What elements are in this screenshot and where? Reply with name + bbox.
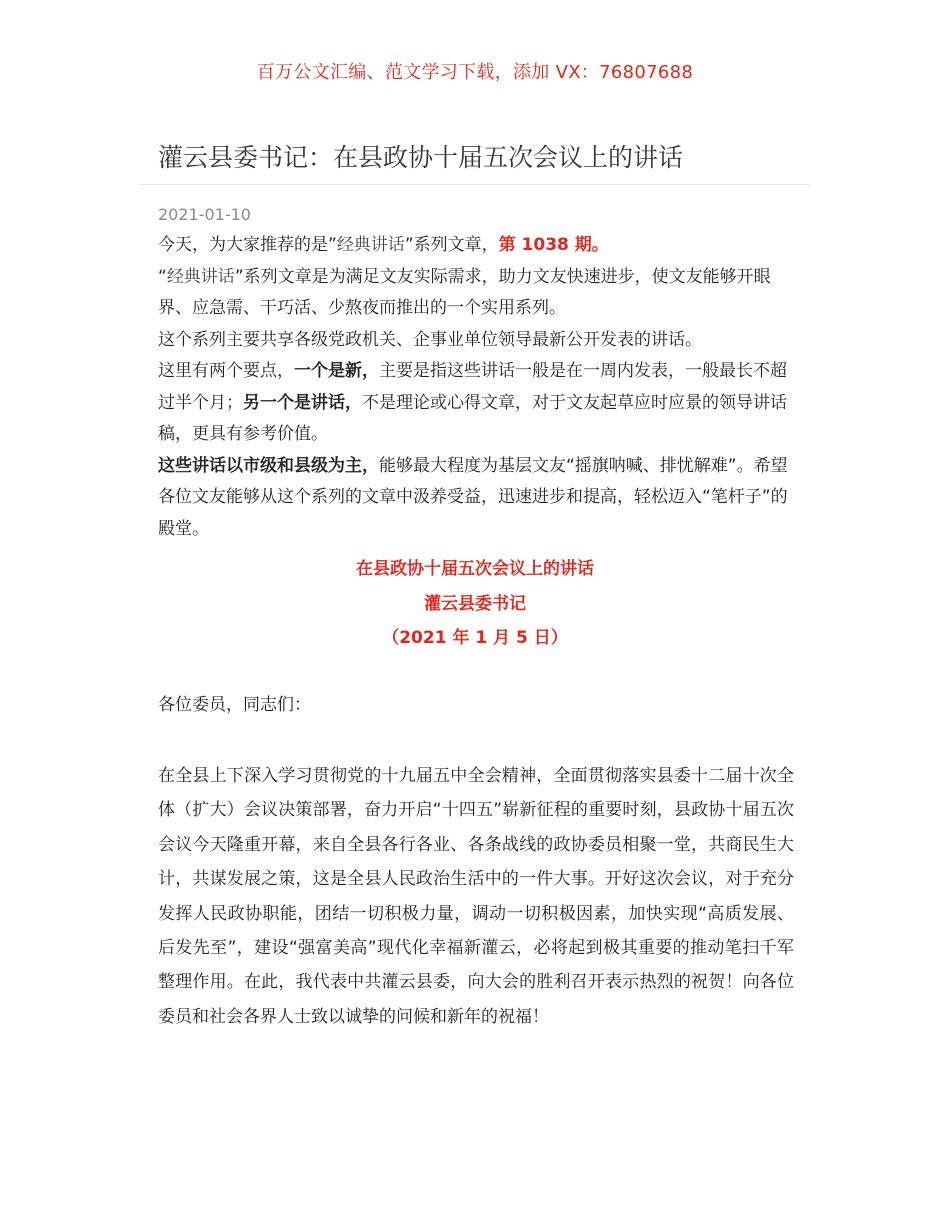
intro-text: 能够最大程度为基层文友“摇旗呐喊、排忧解难”。希望各位文友能够从这个系列的文章中汲养受益，迅速进步和提高，轻松迈入“笔杆子”的殿堂。: [158, 455, 788, 539]
promo-banner: 百万公文汇编、范文学习下载，添加 VX：76807688: [256, 62, 694, 83]
intro-text: 主要是指这些讲话一般是在一周内发表，一般最长不超过半个月；: [158, 361, 787, 413]
speech-title: 在县政协十届五次会议上的讲话: [356, 559, 594, 579]
issue-number: 第 1038 期。: [498, 235, 609, 255]
intro-text: 不是理论或心得文章，对于文友起草应时应景的领导讲话稿，更具有参考价值。: [158, 392, 787, 444]
title-divider: [140, 184, 810, 185]
publish-date: 2021-01-10: [158, 205, 251, 224]
intro-paragraph-5: [158, 451, 794, 546]
key-point-3: 这些讲话以市级和县级为主，: [158, 455, 379, 476]
speech-heading: [0, 552, 950, 656]
intro-text: 今天，为大家推荐的是”: [158, 235, 337, 255]
series-name: 经典讲话: [166, 266, 235, 287]
intro-text: ”系列文章是为满足文友实际需求，助力文友快速进步，使文友能够开眼界、应急需、干巧活、少熬夜而推出的一个实用系列。: [158, 266, 771, 318]
intro-paragraph-3: 这个系列主要共享各级党政机关、企事业单位领导最新公开发表的讲话。: [158, 329, 702, 350]
key-point-1: 一个是新，: [294, 361, 379, 381]
intro-text: “: [158, 266, 167, 287]
intro-text: 这里有两个要点，: [158, 361, 294, 381]
intro-paragraph-1: [158, 230, 794, 262]
series-name: 经典讲话: [336, 235, 405, 255]
intro-paragraph-2: [158, 262, 794, 325]
speech-date: （2021 年 1 月 5 日）: [382, 628, 568, 648]
key-point-2: 另一个是讲话，: [243, 392, 362, 413]
speech-paragraph-1: 在全县上下深入学习贯彻党的十九届五中全会精神，全面贯彻落实县委十二届十次全体（扩大）会议决策部署，奋力开启“十四五”崭新征程的重要时刻，县政协十届五次会议今天隆重开幕，来自全县各行各业、各条战线的政协委员相聚一堂，共商民生大计，共谋发展之策，这是全县人民政治生活中的一件大事。开好这次会议，对于充分发挥人民政协职能，团结一切积极力量，调动一切积极因素，加快实现“高质发展、后发先至”，建设“强富美高”现代化幸福新灌云，必将起到极其重要的推动笔扫千军整理作用。在此，我代表中共灌云县委，向大会的胜利召开表示热烈的祝贺！向各位委员和社会各界人士致以诚挚的问候和新年的祝福！: [158, 766, 794, 1027]
intro-text: ”系列文章，: [404, 235, 499, 255]
article-title: 灌云县委书记：在县政协十届五次会议上的讲话: [158, 143, 684, 172]
speech-greeting: 各位委员，同志们：: [158, 695, 311, 715]
intro-paragraph-4: [158, 356, 794, 451]
speech-speaker: 灌云县委书记: [424, 593, 526, 614]
series-intro: [158, 230, 794, 545]
